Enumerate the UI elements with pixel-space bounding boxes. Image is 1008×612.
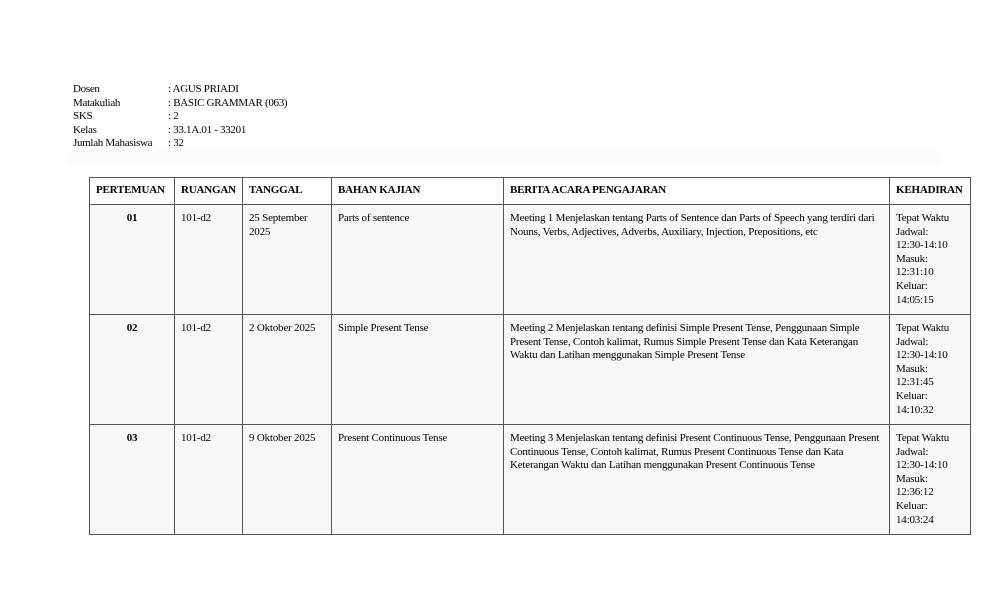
info-divider-band [68,150,940,163]
header-bahan-kajian: BAHAN KAJIAN [332,178,504,205]
cell-tanggal: 2 Oktober 2025 [243,315,332,425]
cell-bahan-kajian: Parts of sentence [332,205,504,315]
info-matakuliah [73,97,287,111]
info-dosen [73,83,287,97]
kehadiran-status: Tepat Waktu [896,212,950,224]
table-row [90,425,971,535]
kehadiran-keluar-label: Keluar: [896,389,928,402]
kehadiran-jadwal: 12:30-14:10 [896,349,948,362]
cell-kehadiran [890,425,971,535]
header-pertemuan: PERTEMUAN [90,178,175,205]
info-kelas-label: Kelas [73,123,97,136]
kehadiran-keluar-label: Keluar: [896,279,928,292]
kehadiran-keluar-label: Keluar: [896,499,928,512]
info-kelas [73,124,287,138]
info-dosen-value: : AGUS PRIADI [168,83,239,95]
info-jumlah-mahasiswa [73,137,287,151]
table-row [90,315,971,425]
cell-kehadiran [890,205,971,315]
kehadiran-status: Tepat Waktu [896,432,950,444]
cell-berita-acara: Meeting 2 Menjelaskan tentang definisi Simple Present Tense, Penggunaan Simple Present Tense, Contoh kalimat, Rumus Simple Present Tense dan Kata Keterangan Waktu dan Latihan menggunakan Simple Present Tense [504,315,890,425]
kehadiran-jadwal-label: Jadwal: [896,445,929,458]
cell-bahan-kajian: Simple Present Tense [332,315,504,425]
info-jumlah-label: Jumlah Mahasiswa [73,137,153,150]
kehadiran-jadwal: 12:30-14:10 [896,459,948,472]
kehadiran-jadwal-label: Jadwal: [896,335,929,348]
cell-tanggal: 9 Oktober 2025 [243,425,332,535]
kehadiran-keluar: 14:10:32 [896,403,934,416]
cell-berita-acara: Meeting 1 Menjelaskan tentang Parts of Sentence dan Parts of Speech yang terdiri dari Nouns, Verbs, Adjectives, Adverbs, Auxiliary, Injection, Prepositions, etc [504,205,890,315]
course-info [73,83,287,151]
kehadiran-keluar: 14:03:24 [896,513,934,526]
cell-bahan-kajian: Present Continuous Tense [332,425,504,535]
cell-pertemuan: 03 [90,425,175,535]
header-ruangan: RUANGAN [175,178,243,205]
info-dosen-label: Dosen [73,83,100,95]
cell-ruangan: 101-d2 [175,315,243,425]
kehadiran-masuk: 12:31:45 [896,376,934,389]
header-kehadiran: KEHADIRAN [890,178,971,205]
kehadiran-keluar: 14:05:15 [896,293,934,306]
info-sks-label: SKS [73,110,93,123]
info-kelas-value: : 33.1A.01 - 33201 [168,123,247,136]
kehadiran-jadwal: 12:30-14:10 [896,239,948,252]
header-berita-acara: BERITA ACARA PENGAJARAN [504,178,890,205]
kehadiran-status: Tepat Waktu [896,322,950,334]
info-sks [73,110,287,124]
cell-ruangan: 101-d2 [175,425,243,535]
table-header-row [90,178,971,205]
teaching-report-table [89,177,971,535]
cell-berita-acara: Meeting 3 Menjelaskan tentang definisi Present Continuous Tense, Penggunaan Present Continuous Tense, Contoh kalimat, Rumus Present Continuous Tense dan Kata Keterangan Waktu dan Latihan menggunakan Present Continuous Tense [504,425,890,535]
table-row [90,205,971,315]
info-matakuliah-value: : BASIC GRAMMAR (063) [168,96,288,109]
info-matakuliah-label: Matakuliah [73,96,121,109]
cell-ruangan: 101-d2 [175,205,243,315]
kehadiran-masuk-label: Masuk: [896,472,928,485]
cell-tanggal: 25 September 2025 [243,205,332,315]
kehadiran-masuk: 12:36:12 [896,486,934,499]
kehadiran-masuk-label: Masuk: [896,252,928,265]
header-tanggal: TANGGAL [243,178,332,205]
info-jumlah-value: : 32 [168,137,184,150]
kehadiran-masuk: 12:31:10 [896,266,934,279]
kehadiran-masuk-label: Masuk: [896,362,928,375]
info-sks-value: : 2 [168,110,179,123]
cell-kehadiran [890,315,971,425]
kehadiran-jadwal-label: Jadwal: [896,225,929,238]
cell-pertemuan: 01 [90,205,175,315]
cell-pertemuan: 02 [90,315,175,425]
